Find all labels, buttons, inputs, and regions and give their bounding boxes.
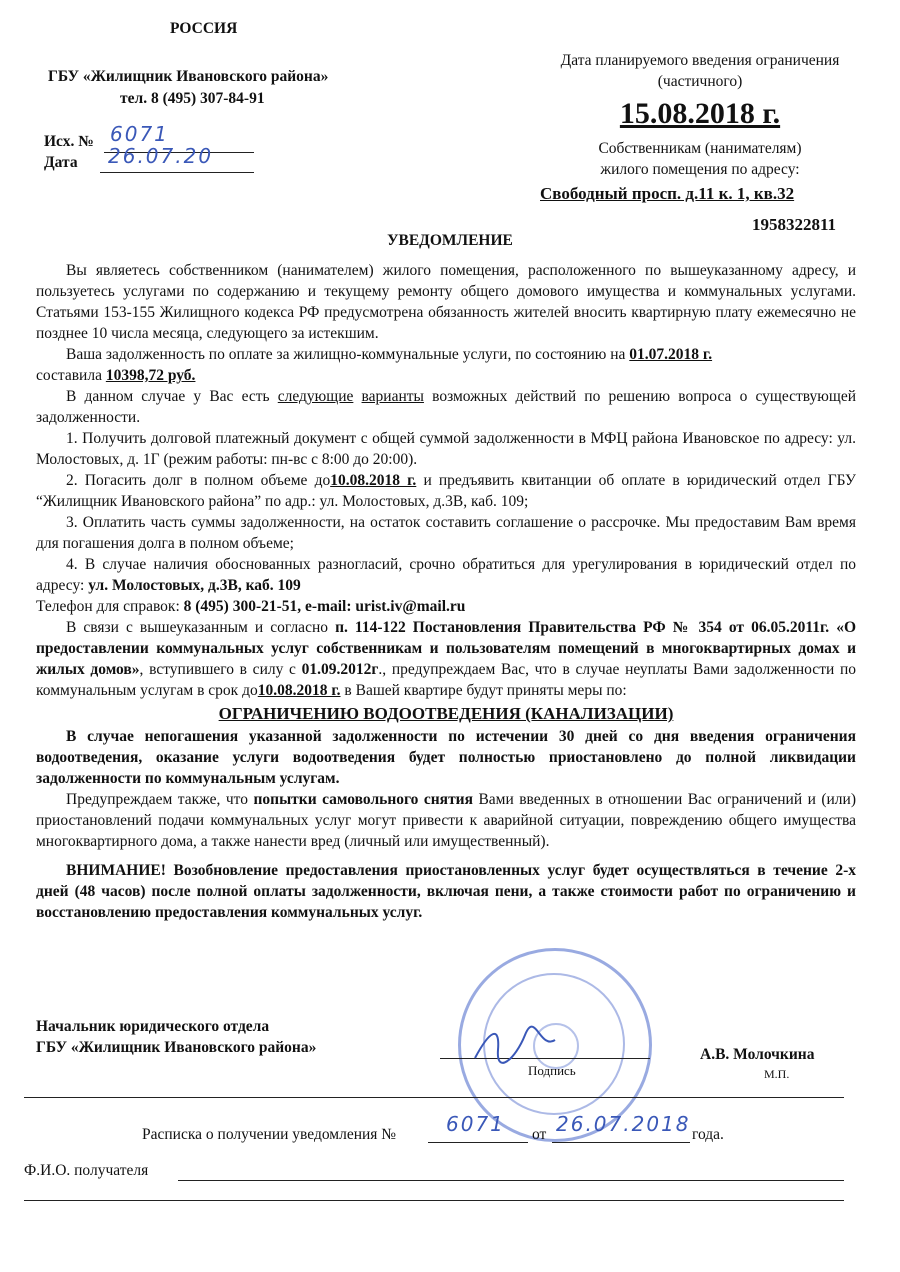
paragraph-warning: Предупреждаем также, что попытки самовольного снятия Вами введенных в отношении Вас ограничений и (или) приостановлений подачи коммунальных услуг могут привести к аварийной ситуации, повреждению общего имущества многоквартирного дома, а также нанести вред (личный или имущественный). <box>36 791 856 850</box>
option-3: 3. Оплатить часть суммы задолженности, на остаток составить соглашение о рассрочке. Мы предоставим Вам время для погашения долга в полном объеме; <box>36 514 856 552</box>
country-label: РОССИЯ <box>170 20 238 37</box>
receipt-number: 6071 <box>446 1112 505 1136</box>
address: Свободный просп. д.11 к. 1, кв.32 <box>540 184 795 203</box>
signer-name: А.В. Молочкина <box>700 1046 815 1063</box>
org-name: ГБУ «Жилищник Ивановского района» <box>48 68 329 85</box>
phone-line: Телефон для справок: 8 (495) 300-21-51, e-mail: urist.iv@mail.ru <box>36 598 466 615</box>
option-1: 1. Получить долговой платежный документ с общей суммой задолженности в МФЦ района Ивановское по адресу: ул. Молостовых, д. 1Г (режим работы: пн-вс с 8:00 до 20:00). <box>36 430 856 468</box>
stamp-place-label: М.П. <box>764 1067 790 1081</box>
paragraph-debt: Ваша задолженность по оплате за жилищно-коммунальные услуги, по состоянию на 01.07.2018 г. составила 10398,72 руб. <box>36 346 713 384</box>
outgoing-number-value: 6071 <box>110 122 169 146</box>
org-phone: тел. 8 (495) 307-84-91 <box>120 90 265 107</box>
paragraph-legal: В связи с вышеуказанным и согласно п. 114-122 Постановления Правительства РФ № 354 от 06.05.2011г. «О предоставлении коммунальных услуг собственникам и пользователям помещений в многоквартирных домах и жилых домов», вступившего в силу с 01.09.2012г., предупреждаем Вас, что в случае неуплаты Вами задолженности по коммунальным услугам в срок до10.08.2018 г. в Вашей квартире будут приняты меры по: <box>36 619 857 699</box>
paragraph-options: В данном случае у Вас есть следующие варианты возможных действий по решению вопроса о существующей задолженности. <box>36 388 856 426</box>
document-body <box>36 260 856 923</box>
signer-title: Начальник юридического отдела ГБУ «Жилищник Ивановского района» <box>36 1018 317 1056</box>
receipt-year-label: года. <box>692 1126 724 1143</box>
addressee: Собственникам (нанимателям) жилого помещения по адресу: <box>598 140 802 178</box>
paragraph-intro: Вы являетесь собственником (нанимателем) жилого помещения, расположенного по вышеуказанному адресу, и пользуетесь услугами по содержанию и текущему ремонту общего домового имущества и коммунальных услугами. Статьями 153-155 Жилищного кодекса РФ предусмотрена обязанность жителей вносить квартирную плату ежемесячно не позднее 10 числа месяца, следующего за истекшим. <box>36 262 856 342</box>
option-2: 2. Погасить долг в полном объеме до10.08.2018 г. и предъявить квитанции об оплате в юридический отдел ГБУ “Жилищник Ивановского района” по адр.: ул. Молостовых, д.3В, каб. 109; <box>36 472 856 510</box>
planned-date: 15.08.2018 г. <box>619 97 781 130</box>
recipient-label: Ф.И.О. получателя <box>24 1162 149 1179</box>
document-title: УВЕДОМЛЕНИЕ <box>387 232 513 249</box>
outgoing-number-label: Исх. № <box>44 133 94 150</box>
option-4: 4. В случае наличия обоснованных разногласий, срочно обратиться для урегулирования в юридический отдел по адресу: ул. Молостовых, д.3В, каб. 109 <box>36 556 856 594</box>
receipt-label: Расписка о получении уведомления № <box>142 1126 397 1143</box>
date-label: Дата <box>44 154 78 171</box>
planned-date-label: Дата планируемого введения ограничения (частичного) <box>560 52 840 90</box>
receipt-from-label: от <box>532 1126 547 1143</box>
paragraph-suspension: В случае непогашения указанной задолженности по истечении 30 дней со дня введения ограничения водоотведения, оказание услуги водоотведения будет полностью приостановлено до полной ликвидации задолженности по коммунальным услугам. <box>36 728 856 787</box>
date-value: 26.07.20 <box>108 144 214 168</box>
paragraph-attention: ВНИМАНИЕ! Возобновление предоставления приостановленных услуг будет осуществляться в течение 2-х дней (48 часов) после полной оплаты задолженности, включая пени, а также стоимости работ по ограничению и восстановлению предоставления коммунальных услуг. <box>36 862 857 921</box>
account-number: 1958322811 <box>752 215 837 234</box>
receipt-date: 26.07.2018 <box>556 1112 691 1136</box>
signature-label: Подпись <box>528 1063 576 1078</box>
measure-title: ОГРАНИЧЕНИЮ ВОДООТВЕДЕНИЯ (КАНАЛИЗАЦИИ) <box>218 704 674 723</box>
